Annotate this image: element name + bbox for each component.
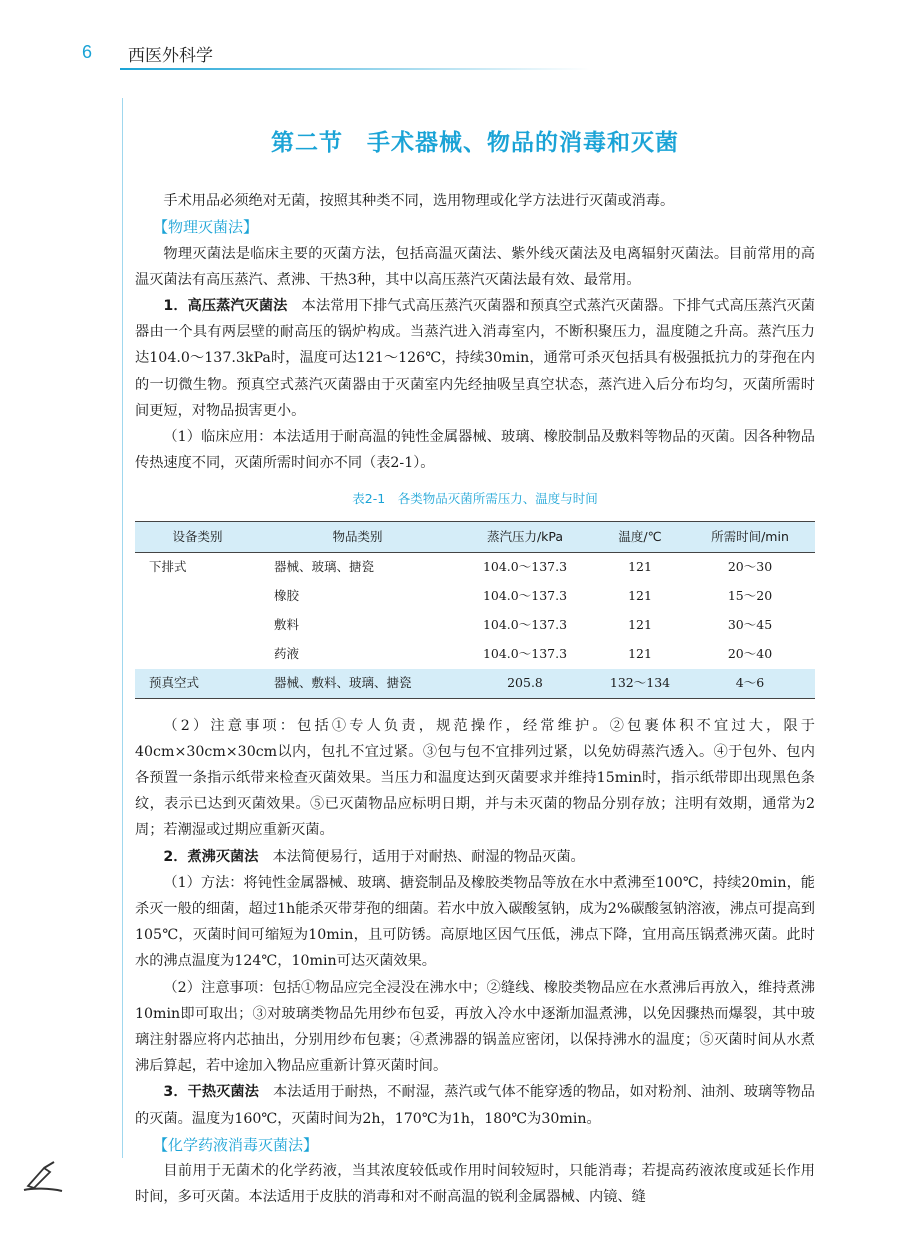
physical-heading: 【物理灭菌法】 bbox=[153, 218, 259, 237]
chemical-heading: 【化学药液消毒灭菌法】 bbox=[153, 1135, 319, 1154]
header-divider bbox=[120, 68, 590, 70]
table-cell bbox=[135, 640, 260, 669]
table-cell: 20～30 bbox=[727, 559, 773, 575]
table-cell: 下排式 bbox=[149, 559, 187, 575]
table-cell: 104.0～137.3 bbox=[482, 646, 568, 662]
table-cell: 104.0～137.3 bbox=[482, 588, 568, 604]
table-cell: 器械、玻璃、搪瓷 bbox=[274, 559, 375, 575]
col-header: 物品类别 bbox=[260, 521, 455, 552]
table-cell bbox=[135, 611, 260, 640]
table-row bbox=[135, 552, 815, 582]
table-cell: 121 bbox=[628, 588, 652, 604]
table-cell: 30～45 bbox=[727, 617, 773, 633]
col-header: 温度/℃ bbox=[595, 521, 685, 552]
table-row bbox=[135, 582, 815, 611]
table-cell: 15～20 bbox=[727, 588, 773, 604]
table-cell: 104.0～137.3 bbox=[482, 617, 568, 633]
table-cell: 121 bbox=[628, 559, 652, 575]
autoclave-body: 本法常用下排气式高压蒸汽灭菌器和预真空式蒸汽灭菌器。下排气式高压蒸汽灭菌器由一个具有两层壁的耐高压的锅炉构成。当蒸汽进入消毒室内，不断积聚压力，温度随之升高。蒸汽压力达104.0～137.3kPa时，温度可达121～126℃，持续30min，通常可杀灭包括具有极强抵抗力的芽孢在内的一切微生物。预真空式蒸汽灭菌器由于灭菌室内先经抽吸呈真空状态，蒸汽进入后分布均匀，灭菌所需时间更短，对物品损害更小。 bbox=[135, 298, 815, 419]
table-cell: 121 bbox=[628, 617, 652, 633]
autoclave-application: （1）临床应用：本法适用于耐高温的钝性金属器械、玻璃、橡胶制品及敷料等物品的灭菌。因各种物品传热速度不同，灭菌所需时间亦不同（表2-1）。 bbox=[135, 429, 815, 472]
dry-heat-body: 本法适用于耐热，不耐湿，蒸汽或气体不能穿透的物品，如对粉剂、油剂、玻璃等物品的灭菌。温度为160℃，灭菌时间为2h，170℃为1h，180℃为30min。 bbox=[135, 1084, 815, 1127]
table-cell: 橡胶 bbox=[274, 588, 300, 604]
table-cell bbox=[135, 582, 260, 611]
autoclave-paragraph bbox=[135, 293, 815, 424]
table-cell: 预真空式 bbox=[135, 669, 260, 699]
boiling-paragraph bbox=[135, 844, 815, 870]
scalpel-icon bbox=[20, 1158, 66, 1198]
col-header: 所需时间/min bbox=[685, 521, 815, 552]
table-row bbox=[135, 640, 815, 669]
table-cell: 敷料 bbox=[274, 617, 300, 633]
col-header: 设备类别 bbox=[135, 521, 260, 552]
table-cell: 20～40 bbox=[727, 646, 773, 662]
table-cell: 药液 bbox=[274, 646, 300, 662]
section-title: 第二节 手术器械、物品的消毒和灭菌 bbox=[271, 130, 679, 156]
margin-rule bbox=[122, 98, 123, 1158]
boiling-method: （1）方法：将钝性金属器械、玻璃、搪瓷制品及橡胶类物品等放在水中煮沸至100℃，持续20min，能杀灭一般的细菌，超过1h能杀灭带芽孢的细菌。若水中放入碳酸氢钠，成为2%碳酸氢钠溶液，沸点可提高到105℃，灭菌时间可缩短为10min，且可防锈。高原地区因气压低，沸点下降，宜用高压锅煮沸灭菌。此时水的沸点温度为124℃，10min可达灭菌效果。 bbox=[135, 874, 815, 970]
intro-paragraph: 手术用品必须绝对无菌，按照其种类不同，选用物理或化学方法进行灭菌或消毒。 bbox=[163, 193, 675, 210]
table-row bbox=[135, 669, 815, 699]
table-cell: 4～6 bbox=[685, 669, 815, 699]
chemical-intro-paragraph: 目前用于无菌术的化学药液，当其浓度较低或作用时间较短时，只能消毒；若提高药液浓度或延长作用时间，多可灭菌。本法适用于皮肤的消毒和对不耐高温的锐利金属器械、内镜、缝 bbox=[135, 1163, 815, 1206]
book-title: 西医外科学 bbox=[128, 46, 213, 66]
autoclave-notes: （2）注意事项：包括①专人负责，规范操作，经常维护。②包裹体积不宜过大，限于40cm×30cm×30cm以内，包扎不宜过紧。③包与包不宜排列过紧，以免妨碍蒸汽透入。④于包外、包内各预置一条指示纸带来检查灭菌效果。当压力和温度达到灭菌要求并维持15min时，指示纸带即出现黑色条纹，表示已达到灭菌效果。⑤已灭菌物品应标明日期，并与未灭菌的物品分别存放；注明有效期，通常为2周；若潮湿或过期应重新灭菌。 bbox=[135, 717, 815, 839]
col-header: 蒸汽压力/kPa bbox=[455, 521, 595, 552]
boiling-heading: 2．煮沸灭菌法 bbox=[163, 848, 259, 865]
page-number: 6 bbox=[82, 42, 93, 62]
table-cell: 器械、敷料、玻璃、搪瓷 bbox=[260, 669, 455, 699]
table-row bbox=[135, 611, 815, 640]
table-cell: 121 bbox=[628, 646, 652, 662]
table-caption: 表2-1 各类物品灭菌所需压力、温度与时间 bbox=[352, 491, 598, 507]
physical-intro-paragraph: 物理灭菌法是临床主要的灭菌方法，包括高温灭菌法、紫外线灭菌法及电离辐射灭菌法。目前常用的高温灭菌法有高压蒸汽、煮沸、干热3种，其中以高压蒸汽灭菌法最有效、最常用。 bbox=[135, 245, 815, 288]
table-cell: 104.0～137.3 bbox=[482, 559, 568, 575]
boiling-body: 本法简便易行，适用于对耐热、耐湿的物品灭菌。 bbox=[258, 848, 585, 865]
table-cell: 132～134 bbox=[595, 669, 685, 699]
table-cell: 205.8 bbox=[455, 669, 595, 699]
dry-heat-heading: 3．干热灭菌法 bbox=[163, 1084, 259, 1101]
table-header-row bbox=[135, 521, 815, 552]
dry-heat-paragraph bbox=[135, 1079, 815, 1131]
boiling-notes: （2）注意事项：包括①物品应完全浸没在沸水中；②缝线、橡胶类物品应在水煮沸后再放入，维持煮沸10min即可取出；③对玻璃类物品先用纱布包妥，再放入冷水中逐渐加温煮沸，以免因骤热而爆裂，其中玻璃注射器应将内芯抽出，分别用纱布包裹；④煮沸器的锅盖应密闭，以保持沸水的温度；⑤灭菌时间从水煮沸后算起，若中途加入物品应重新计算灭菌时间。 bbox=[135, 979, 815, 1075]
sterilization-table bbox=[135, 521, 815, 699]
page-header bbox=[0, 0, 900, 80]
autoclave-heading: 1．高压蒸汽灭菌法 bbox=[163, 298, 288, 315]
page-content bbox=[135, 130, 815, 1211]
